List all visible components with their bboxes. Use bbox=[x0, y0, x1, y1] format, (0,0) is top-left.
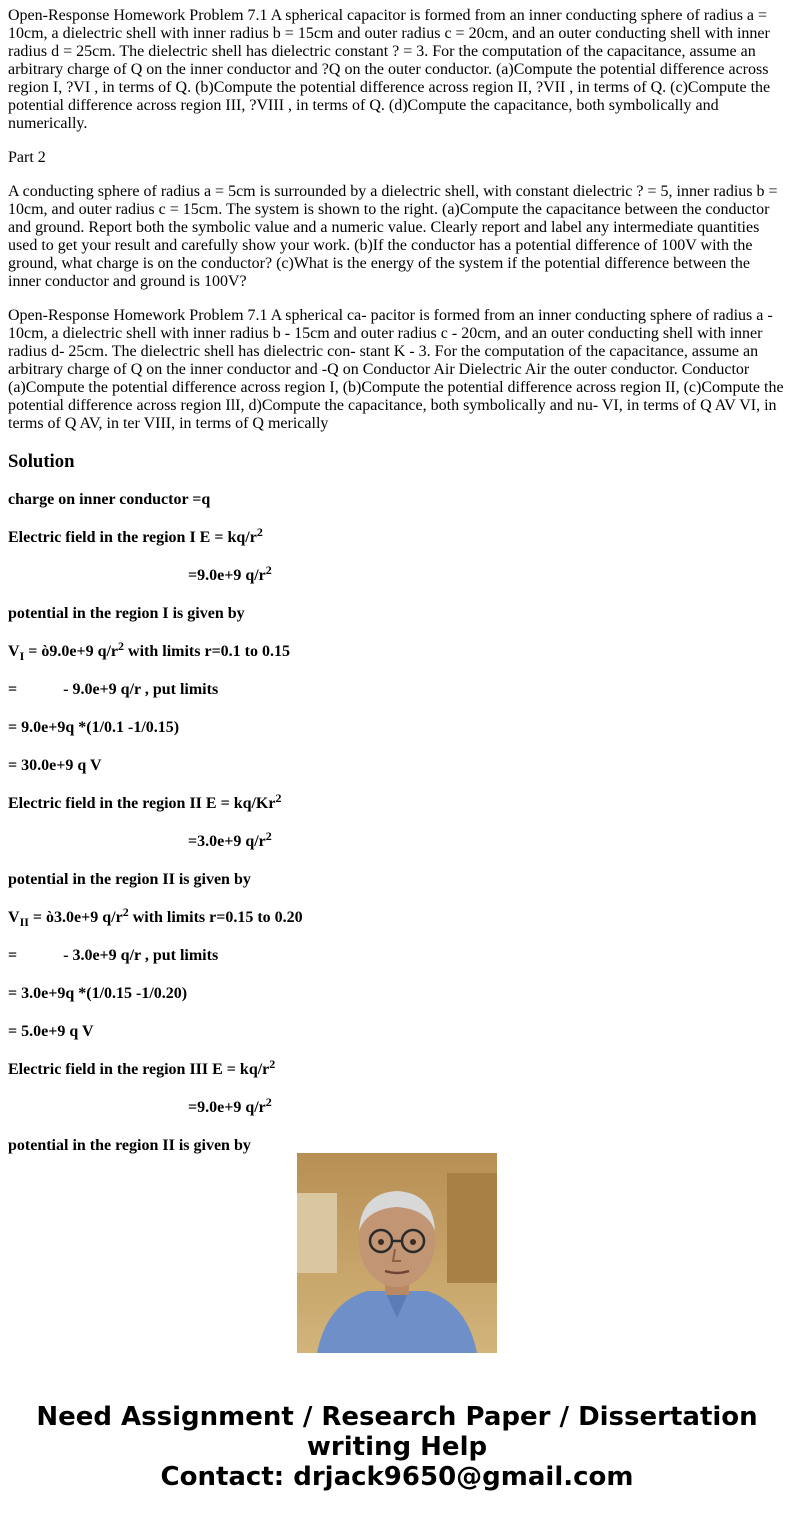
solution-line: = 3.0e+9q *(1/0.15 -1/0.20) bbox=[8, 985, 188, 1002]
footer-banner bbox=[0, 1402, 794, 1492]
solution-line: = - 9.0e+9 q/r , put limits bbox=[8, 681, 219, 698]
footer-line: Need Assignment / Research Paper / Dissertation bbox=[36, 1402, 758, 1432]
solution-line: potential in the region II is given by bbox=[8, 871, 251, 888]
question-paragraph-2: A conducting sphere of radius a = 5cm is surrounded by a dielectric shell, with constant dielectric ? = 5, inner radius b = 10cm, and outer radius c = 15cm. The system is shown to the right. (a)Compute the capacitance between the conductor and ground. Report both the symbolic value and a numeric value. Clearly report and label any intermediate quantities used to get your result and carefully show your work. (b)If the conductor has a potential difference of 100V with the ground, what charge is on the conductor? (c)What is the energy of the system if the potential difference between the inner conductor and ground is 100V? bbox=[8, 183, 778, 290]
solution-line: =9.0e+9 $q/r^2$ bbox=[188, 1095, 272, 1116]
question-paragraph-3: Open-Response Homework Problem 7.1 A spherical ca- pacitor is formed from an inner conducting sphere of radius a - 10cm, a dielectric shell with inner radius b - 15cm and outer radius c - 20cm, and an outer conducting shell with inner radius d- 25cm. The dielectric shell has dielectric con- stant K - 3. For the computation of the capacitance, assume an arbitrary charge of Q on the inner conductor and -Q on Conductor Air Dielectric Air the outer conductor. Conductor (a)Compute the potential difference across region I, (b)Compute the potential difference across region II, (c)Compute the potential difference across region IlI, d)Compute the capacitance, both symbolically and nu- VI, in terms of Q AV VI, in terms of Q AV, in ter VIII, in terms of Q merically bbox=[8, 307, 784, 432]
footer-line: writing Help bbox=[306, 1432, 488, 1462]
solution-line: Electric field in the region II $E = kq/Kr^2$ bbox=[8, 791, 282, 812]
solution-line: potential in the region I is given by bbox=[8, 605, 245, 622]
solution-heading: Solution bbox=[8, 451, 75, 472]
part-2-label: Part 2 bbox=[8, 149, 46, 166]
solution-line: Electric field in the region I $E = kq/r^2$ bbox=[8, 525, 263, 546]
solution-line: $V_{II}$ = ò3.0e+9 $q/r^2$ with limits r=0.15 to 0.20 bbox=[8, 905, 303, 929]
solution-line: Electric field in the region III $E = kq/r^2$ bbox=[8, 1057, 276, 1078]
solution-line: = 9.0e+9q *(1/0.1 -1/0.15) bbox=[8, 719, 180, 736]
solution-line: = 5.0e+9 q V bbox=[8, 1023, 94, 1040]
solution-line: = - 3.0e+9 q/r , put limits bbox=[8, 947, 219, 964]
solution-line: =9.0e+9 $q/r^2$ bbox=[188, 563, 272, 584]
question-paragraph-1: Open-Response Homework Problem 7.1 A spherical capacitor is formed from an inner conducting sphere of radius a = 10cm, a dielectric shell with inner radius b = 15cm and outer radius c = 20cm, and an outer conducting shell with inner radius d = 25cm. The dielectric shell has dielectric constant ? = 3. For the computation of the capacitance, assume an arbitrary charge of Q on the inner conductor and ?Q on the outer conductor. (a)Compute the potential difference across region I, ?VI , in terms of Q. (b)Compute the potential difference across region II, ?VII , in terms of Q. (c)Compute the potential difference across region III, ?VIII , in terms of Q. (d)Compute the capacitance, both symbolically and numerically. bbox=[8, 7, 771, 132]
solution-line: = 30.0e+9 q V bbox=[8, 757, 102, 774]
document-content bbox=[8, 0, 786, 1154]
solution-line: potential in the region II is given by bbox=[8, 1137, 251, 1154]
tutor-photo bbox=[297, 1153, 497, 1353]
tutor-avatar bbox=[297, 1153, 497, 1353]
contact-line: Contact: drjack9650@gmail.com bbox=[160, 1462, 634, 1492]
solution-line: =3.0e+9 $q/r^2$ bbox=[188, 829, 272, 850]
solution-line: charge on inner conductor =q bbox=[8, 491, 211, 508]
solution-line: $V_I$ = ò9.0e+9 $q/r^2$ with limits r=0.1 to 0.15 bbox=[8, 639, 291, 663]
